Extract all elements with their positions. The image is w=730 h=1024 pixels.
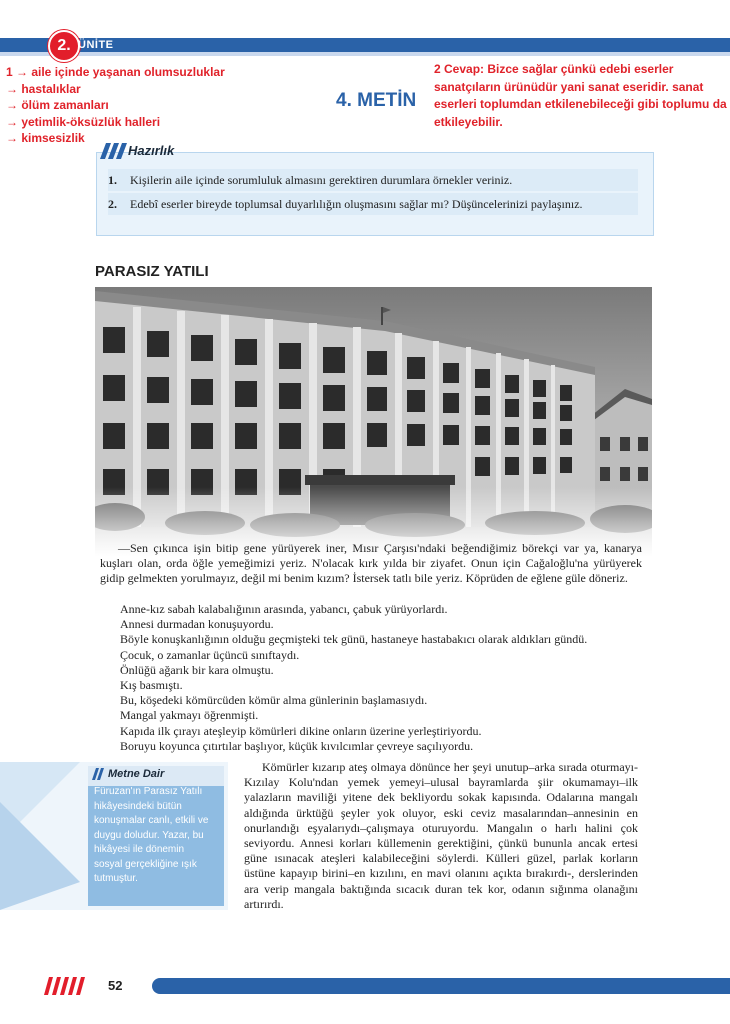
story-line: Annesi durmadan konuşuyordu. <box>120 617 274 632</box>
story-paragraph: Kömürler kızarıp ateş olmaya dönünce her şeyi unutup–arka sırada oturmayı-Kızılay Kolu'ndan yemek yemeyi–ulusal bayramlarda şiir okumamayı–ilk yalazların maviliği yitene dek bekliyordu sokak kapısında. Odalarına mangalı aldığında ürktüğü şeyler yok oluyor, eski ceviz masalarından–annesinin en onurlandığı eşyalarıydı–çalışmaya oturuyordu. Mangalın o harlı halini çok seviyordu. Annesi korları küllemenin gerektiğini, çünkü bununla ancak ertesi güne ısınacak ateşleri kalabileceğini söylerdi. Külleri güzel, parlak korların üstüne kapayıp birini–en kızılını, en mavi olanını açıkta bırakırdı-, derslerinden ara verip mangala baktığında sıcacık duran tek kor, odanın sığınma olanağını artırırdı. <box>244 760 638 911</box>
metne-dair-text: Füruzan'ın Parasız Yatılı hikâyesindeki bütün konuşmalar canlı, etkili ve duygu doludur. Yazar, bu hikâyesi ile dönemin sosyal gerçekliğine ışık tutmuştur. <box>94 786 209 884</box>
story-line: Anne-kız sabah kalabalığının arasında, yabancı, çabuk yürüyorlardı. <box>120 602 448 616</box>
annotation-line: → kimsesizlik <box>6 131 85 145</box>
stripes-icon <box>100 143 130 159</box>
story-line: Böyle konuşkanlığının olduğu geçmişteki tek günü, hastaneye hastabakıcı olarak aldıkları gündü. <box>120 632 588 647</box>
header-band-shadow <box>0 52 730 56</box>
hazirlik-title: Hazırlık <box>128 143 175 158</box>
annotation-line: → ölüm zamanları <box>6 98 109 112</box>
footer-band <box>152 978 730 994</box>
story-line: Boruyu koyunca çıtırtılar başlıyor, küçük kıvılcımlar çevreye saçılıyordu. <box>120 738 474 753</box>
question-text: Edebî eserler bireyde toplumsal duyarlılığın oluşmasını sağlar mı? Düşüncelerinizi paylaşınız. <box>130 197 583 211</box>
annotation-line: etkileyebilir. <box>434 114 503 129</box>
question-text: Kişilerin aile içinde sorumluluk almasını gerektiren durumlara örnekler veriniz. <box>130 173 513 187</box>
metne-dair-title: Metne Dair <box>108 768 165 780</box>
story-line: Bu, köşedeki kömürcüden kömür alma günlerinin başlamasıydı. <box>120 693 428 708</box>
school-building-photo <box>95 287 652 557</box>
story-line: Kapıda ilk çırayı ateşleyip kömürleri dikine onların üzerine yerleştiriyordu. <box>120 723 482 738</box>
story-paragraph: —Sen çıkınca işin bitip gene yürüyerek iner, Mısır Çarşısı'ndaki beğendiğimiz börekçi var ya, kanarya kuşları olan, orda öğle yemeğimizi yeriz. N'olacak kırk yılda bir ziyafet. Onun için Cağaloğlu'na yürüyerek gidip gelmekten yorulmayız, değil mi benim kızım? İstersek tatlı bile yeriz. Köprüden de eğlene güle döneriz. <box>100 541 642 586</box>
unit-label: ÜNİTE <box>78 39 114 51</box>
question-number: 2. <box>108 197 117 211</box>
story-line: Kış basmıştı. <box>120 678 183 693</box>
story-line: Çocuk, o zamanlar üçüncü sınıftaydı. <box>120 647 300 662</box>
annotation-line: 2 Cevap: Bizce sağlar çünkü edebi eserler <box>434 62 674 76</box>
page-number: 52 <box>108 978 123 993</box>
footer-stripes-icon <box>44 977 94 995</box>
annotation-line: → yetimlik-öksüzlük halleri <box>6 114 161 129</box>
story-lines <box>100 602 660 754</box>
hazirlik-question <box>108 169 638 191</box>
story-title: PARASIZ YATILI <box>95 263 209 280</box>
annotation-right <box>434 61 730 131</box>
annotation-line: eserleri toplumdan etkilenebileceği gibi toplumu da <box>434 97 727 111</box>
annotation-line: 1 → aile içinde yaşanan olumsuzluklar <box>6 65 225 79</box>
question-number: 1. <box>108 173 117 187</box>
section-title: 4. METİN <box>336 90 417 111</box>
unit-number-badge: 2. <box>48 30 80 62</box>
annotation-line: sanatçıların ürünüdür yani sanat eseridir. sanat <box>434 79 704 94</box>
stripes-icon <box>92 768 108 780</box>
building-illustration <box>95 287 652 557</box>
annotation-left <box>6 64 256 147</box>
annotation-line: → hastalıklar <box>6 81 81 96</box>
hazirlik-question <box>108 193 638 215</box>
story-line: Mangal yakmayı öğrenmişti. <box>120 708 259 723</box>
story-line: Önlüğü ağarık bir kara olmuştu. <box>120 662 274 677</box>
